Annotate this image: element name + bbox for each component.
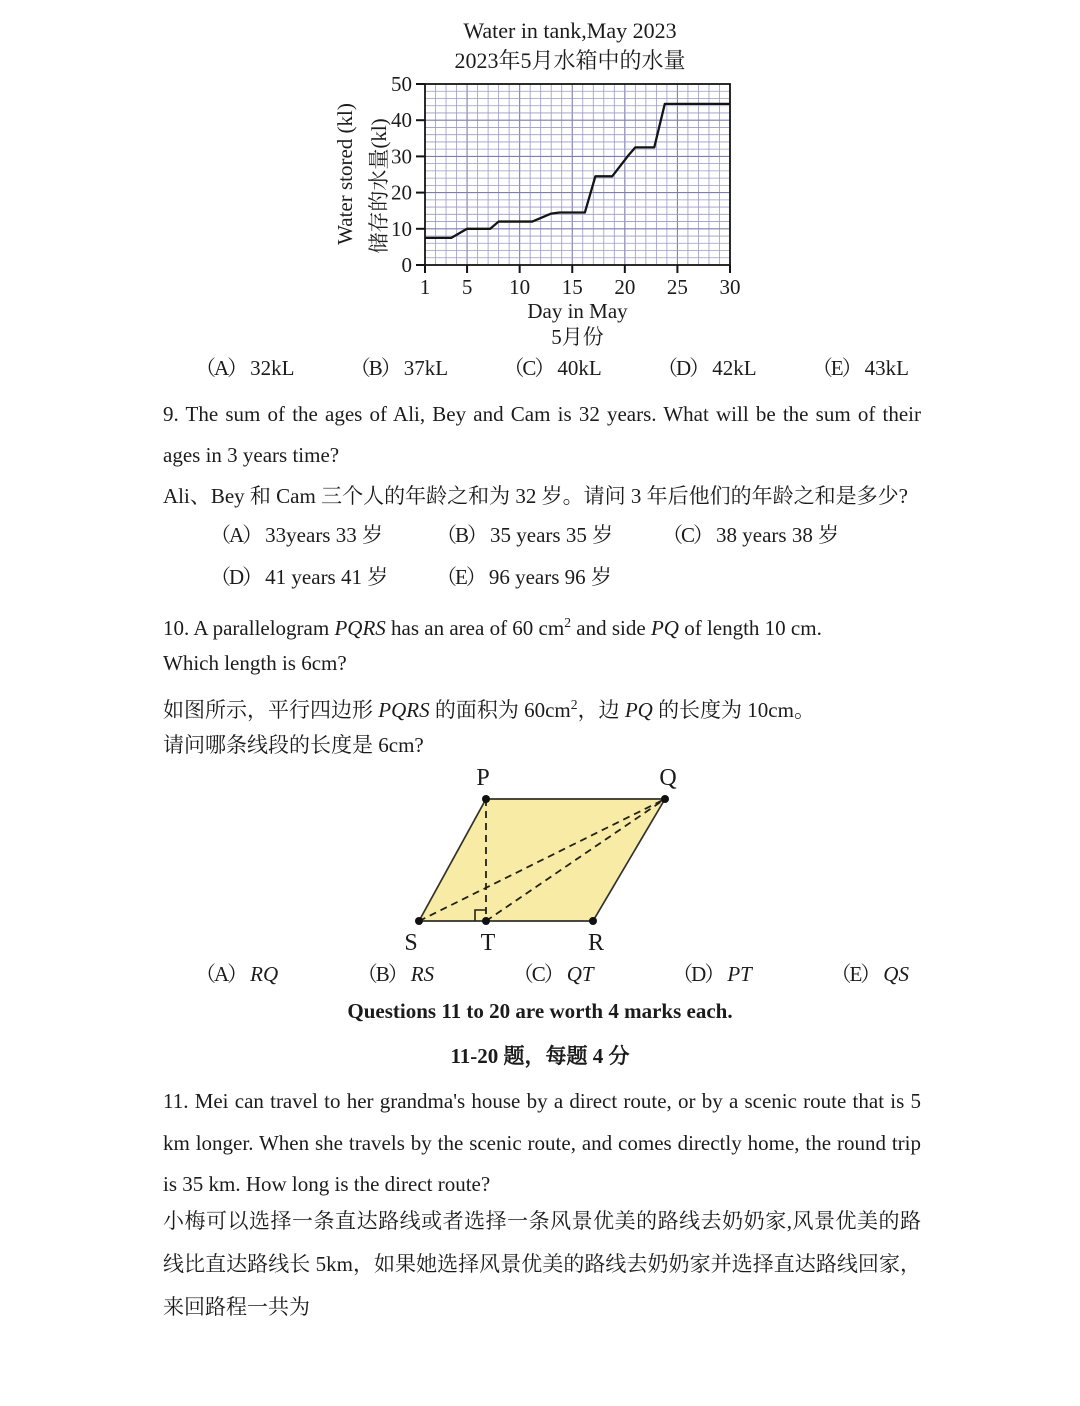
option-letter: （E）: [830, 962, 880, 986]
text-segment: PQRS: [334, 616, 386, 640]
text-segment: has an area of 60 cm: [385, 616, 565, 640]
answer-option: [436, 561, 662, 591]
text-segment: 2: [564, 615, 572, 630]
text-segment: PQ: [624, 698, 653, 722]
answer-option: [350, 352, 448, 382]
option-letter: （B）: [436, 523, 487, 547]
section-header-zh: 11-20 题，每题 4 分: [450, 1044, 630, 1068]
text-segment: PQRS: [378, 698, 430, 722]
text-segment: 2: [570, 697, 578, 712]
text-segment: and side: [571, 616, 651, 640]
answer-option: [195, 352, 295, 382]
text-segment: ，边: [577, 698, 625, 722]
answer-option: [357, 958, 434, 988]
y-tick-label: 0: [401, 253, 412, 277]
option-value: 32kL: [250, 356, 295, 380]
x-axis-label-zh: 5月份: [551, 325, 604, 348]
option-letter: （E）: [811, 356, 861, 380]
answer-option: [657, 352, 757, 382]
x-tick-label: 5: [461, 275, 473, 299]
option-letter: （E）: [436, 565, 485, 589]
q10-text-line2: Which length is 6cm?: [163, 651, 347, 675]
q11-text: 11. Mei can travel to her grandma's house by a direct route, or by a scenic route that is 5 km longer. When she travels by the scenic route, and comes directly home, the round trip is 35 km. How long is the direct route?: [163, 1089, 921, 1196]
q10-text: [163, 602, 921, 649]
x-tick-label: 10: [509, 275, 531, 299]
text-segment: PQ: [650, 616, 679, 640]
option-letter: （B）: [356, 962, 407, 986]
parallelogram-figure: [380, 757, 710, 957]
answer-option: [662, 519, 888, 549]
vertex-dot-Q: [661, 795, 669, 803]
option-letter: （A）: [210, 523, 262, 547]
vertex-label-R: R: [587, 930, 605, 956]
section-header-en: Questions 11 to 20 are worth 4 marks each.: [347, 999, 733, 1023]
option-value: RS: [410, 962, 435, 986]
answer-option: [830, 958, 909, 988]
y-axis-label-zh: 储存的水量(kl): [367, 118, 391, 254]
plot-border: [425, 84, 730, 265]
option-value: 37kL: [403, 356, 449, 380]
y-tick-label: 30: [391, 144, 412, 169]
option-value: 42kL: [712, 356, 757, 380]
chart-title-zh: 2023年5月水箱中的水量: [454, 48, 686, 73]
q10-options: [195, 958, 909, 988]
option-value: QT: [566, 962, 594, 986]
x-axis-label-en: Day in May: [527, 299, 628, 323]
option-value: 96 years 96 岁: [488, 565, 612, 589]
vertex-label-S: S: [404, 930, 418, 956]
q11-text-zh: 小梅可以选择一条直达路线或者选择一条风景优美的路线去奶奶家,风景优美的路线比直达路线长 5km，如果她选择风景优美的路线去奶奶家并选择直达路线回家，来回路程一共为: [163, 1209, 921, 1319]
option-letter: （C）: [512, 962, 563, 986]
q9-text-zh: Ali、Bey 和 Cam 三个人的年龄之和为 32 岁。请问 3 年后他们的年龄之和是多少?: [163, 484, 908, 508]
chart-title-en: Water in tank,May 2023: [463, 18, 677, 43]
q8-options: [195, 352, 909, 382]
text-segment: of length 10 cm.: [678, 616, 822, 640]
option-letter: （A）: [195, 962, 247, 986]
text-segment: 10. A parallelogram: [163, 616, 335, 640]
answer-option: [436, 519, 662, 549]
answer-option: [503, 352, 601, 382]
q10-text-zh2: 请问哪条线段的长度是 6cm?: [163, 733, 424, 757]
q9-options-row1: [210, 519, 924, 549]
option-letter: （D）: [657, 356, 709, 380]
x-tick-label: 30: [719, 275, 741, 299]
option-letter: （A）: [195, 356, 247, 380]
option-letter: （B）: [349, 356, 400, 380]
option-value: QS: [883, 962, 909, 986]
option-letter: （D）: [210, 565, 262, 589]
answer-option: [812, 352, 909, 382]
vertex-label-Q: Q: [659, 765, 677, 791]
y-tick-label: 20: [391, 180, 412, 205]
answer-option: [210, 519, 436, 549]
vertex-label-P: P: [476, 765, 490, 791]
answer-option: [195, 958, 278, 988]
y-tick-label: 40: [391, 108, 412, 133]
q9-options-row2: [210, 561, 924, 591]
y-axis-label-en: Water stored (kl): [333, 103, 357, 245]
option-value: 35 years 35 岁: [490, 523, 614, 547]
vertex-dot-R: [589, 917, 597, 925]
x-tick-label: 20: [614, 275, 636, 299]
y-tick-label: 10: [391, 216, 412, 241]
x-tick-label: 25: [666, 275, 688, 299]
q9-text: 9. The sum of the ages of Ali, Bey and Cam is 32 years. What will be the sum of their ages in 3 years time?: [163, 402, 921, 467]
x-tick-label: 1: [419, 275, 431, 299]
option-value: 43kL: [864, 356, 909, 380]
text-segment: 的面积为 60cm: [429, 698, 571, 722]
option-value: RQ: [250, 962, 279, 986]
option-value: 40kL: [557, 356, 602, 380]
y-tick-label: 50: [391, 72, 412, 96]
q10-text-zh1: [163, 684, 921, 731]
text-segment: 如图所示，平行四边形: [163, 698, 379, 722]
option-value: 33years 33 岁: [265, 523, 383, 547]
vertex-label-T: T: [480, 930, 496, 956]
x-tick-label: 15: [561, 275, 583, 299]
vertex-dot-S: [415, 917, 423, 925]
option-letter: （C）: [503, 356, 554, 380]
text-segment: 的长度为 10cm。: [652, 698, 815, 722]
answer-option: [210, 561, 436, 591]
answer-option: [672, 958, 752, 988]
vertex-dot-T: [482, 917, 490, 925]
option-value: 41 years 41 岁: [265, 565, 389, 589]
option-letter: （D）: [672, 962, 724, 986]
water-chart: [330, 8, 750, 348]
option-letter: （C）: [662, 523, 713, 547]
vertex-dot-P: [482, 795, 490, 803]
option-value: PT: [727, 962, 752, 986]
option-value: 38 years 38 岁: [716, 523, 840, 547]
answer-option: [513, 958, 594, 988]
